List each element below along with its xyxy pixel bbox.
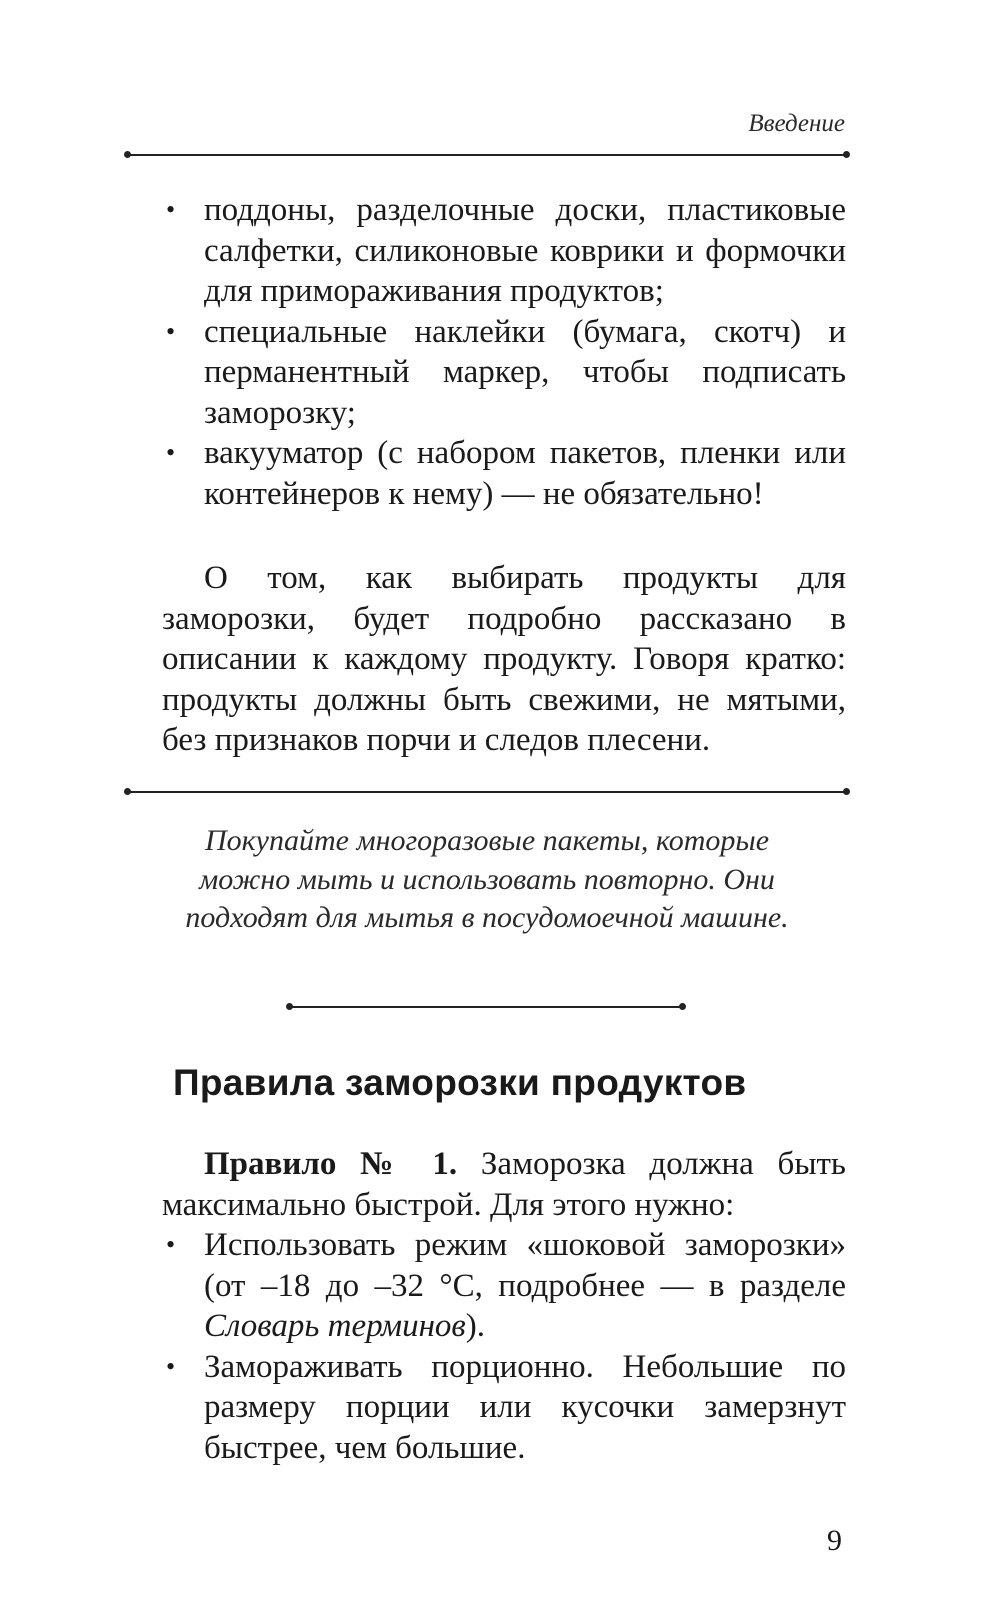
list-item [162, 1225, 846, 1347]
list-item: • специальные наклейки (бумага, скотч) и перманентный маркер, чтобы подписать заморозку; [162, 312, 846, 434]
list-item: • Замораживать порционно. Небольшие по размеру порции или кусочки замерзнут быстрее, чем большие. [162, 1347, 846, 1469]
list-item-text: Использовать режим «шоковой заморозки» (от –18 до –32 °С, подробнее — в разделе [204, 1227, 846, 1304]
rule-label: Правило № 1. [204, 1146, 458, 1182]
tip-text: Покупайте многоразовые пакеты, которые можно мыть и использовать повторно. Они подходят для мытья в посудомоечной машине. [185, 824, 789, 934]
tip-divider-bottom [290, 1006, 682, 1008]
header-divider [128, 154, 846, 156]
supplies-list [162, 190, 846, 514]
rule-text: Заморозка должна быть максимально быстрой. Для этого нужно: [162, 1146, 846, 1223]
rule-paragraph [162, 1144, 846, 1225]
running-head: Введение [748, 110, 845, 137]
glossary-reference: Словарь терминов [204, 1308, 466, 1344]
rules-list [162, 1225, 846, 1468]
section-title: Правила заморозки продуктов [173, 1062, 747, 1103]
list-item: • поддоны, разделочные доски, пластиковые салфетки, силиконовые коврики и формочки для примораживания продуктов; [162, 190, 846, 312]
list-item-end: ). [465, 1308, 486, 1344]
page-number: 9 [827, 1524, 842, 1557]
body-paragraph: О том, как выбирать продукты для заморозки, будет подробно рассказано в описании к каждому продукту. Говоря кратко: продукты должны быть свежими, не мятыми, без признаков порчи и следов плесени. [162, 560, 846, 758]
tip-divider-top [128, 791, 846, 793]
list-item: • вакууматор (с набором пакетов, пленки или контейнеров к нему) — не обязательно! [162, 433, 846, 514]
